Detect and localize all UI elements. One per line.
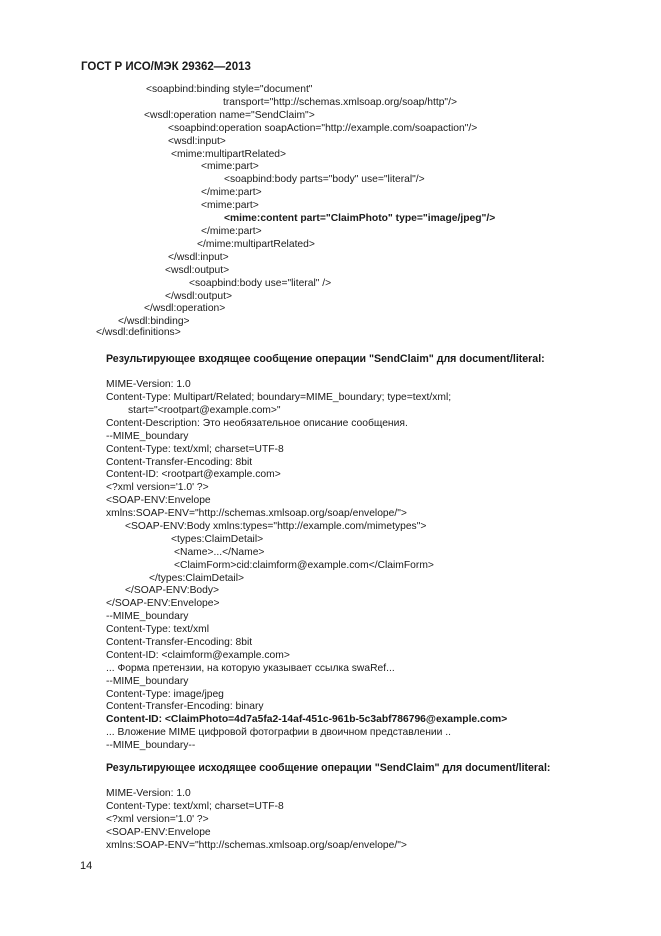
code-line: </SOAP-ENV:Envelope>	[106, 598, 220, 609]
code-line: MIME-Version: 1.0	[106, 379, 191, 390]
code-line: </mime:multipartRelated>	[197, 239, 315, 250]
code-line: Content-Type: text/xml	[106, 624, 210, 635]
code-line: <Name>...</Name>	[174, 547, 265, 558]
code-line: <SOAP-ENV:Envelope	[106, 827, 211, 838]
code-line: </wsdl:definitions>	[96, 327, 181, 338]
code-line: <mime:part>	[201, 161, 259, 172]
code-line: </wsdl:binding>	[118, 316, 190, 327]
section-heading: Результирующее исходящее сообщение операции "SendClaim" для document/literal:	[106, 762, 551, 774]
code-line: Content-ID: <rootpart@example.com>	[106, 469, 281, 480]
code-line: start="<rootpart@example.com>"	[128, 405, 281, 416]
code-line: ... Вложение MIME цифровой фотографии в двоичном представлении ..	[106, 727, 451, 738]
code-line: </wsdl:operation>	[144, 303, 226, 314]
code-line: --MIME_boundary	[106, 431, 189, 442]
code-line: Content-Type: Multipart/Related; boundary=MIME_boundary; type=text/xml;	[106, 392, 452, 403]
code-line: <SOAP-ENV:Body xmlns:types="http://example.com/mimetypes">	[125, 521, 427, 532]
code-line: Content-Type: text/xml; charset=UTF-8	[106, 444, 284, 455]
code-line: Content-Transfer-Encoding: 8bit	[106, 457, 253, 468]
code-line: Content-Transfer-Encoding: binary	[106, 701, 264, 712]
code-line: <mime:part>	[201, 200, 259, 211]
page-number: 14	[80, 860, 93, 872]
code-line: </types:ClaimDetail>	[149, 573, 244, 584]
code-line: <ClaimForm>cid:claimform@example.com</ClaimForm>	[174, 560, 434, 571]
code-line: </wsdl:input>	[168, 252, 229, 263]
code-line: <wsdl:operation name="SendClaim">	[144, 110, 315, 121]
code-line: ... Форма претензии, на которую указывает ссылка swaRef...	[106, 663, 395, 674]
code-line: </mime:part>	[201, 226, 262, 237]
code-line: --MIME_boundary	[106, 611, 189, 622]
code-line: <SOAP-ENV:Envelope	[106, 495, 211, 506]
code-line: <soapbind:operation soapAction="http://example.com/soapaction"/>	[168, 123, 478, 134]
code-line: <types:ClaimDetail>	[171, 534, 264, 545]
code-line: Content-Transfer-Encoding: 8bit	[106, 637, 253, 648]
code-line: <wsdl:input>	[168, 136, 226, 147]
code-line: </mime:part>	[201, 187, 262, 198]
code-line: Content-Type: image/jpeg	[106, 689, 224, 700]
code-line: <soapbind:body parts="body" use="literal"/>	[224, 174, 425, 185]
code-line: <wsdl:output>	[165, 265, 230, 276]
code-line: xmlns:SOAP-ENV="http://schemas.xmlsoap.org/soap/envelope/">	[106, 840, 407, 851]
code-line: Content-Description: Это необязательное описание сообщения.	[106, 418, 408, 429]
code-line: transport="http://schemas.xmlsoap.org/soap/http"/>	[223, 97, 457, 108]
code-line: Content-ID: <claimform@example.com>	[106, 650, 290, 661]
section-heading: Результирующее входящее сообщение операции "SendClaim" для document/literal:	[106, 353, 545, 365]
code-line: <mime:multipartRelated>	[171, 149, 287, 160]
code-line: <mime:content part="ClaimPhoto" type="image/jpeg"/>	[224, 213, 496, 224]
document-header: ГОСТ Р ИСО/МЭК 29362—2013	[81, 61, 251, 73]
code-line: <?xml version='1.0' ?>	[106, 814, 209, 825]
code-line: xmlns:SOAP-ENV="http://schemas.xmlsoap.org/soap/envelope/">	[106, 508, 407, 519]
code-line: </SOAP-ENV:Body>	[125, 585, 220, 596]
code-line: </wsdl:output>	[165, 291, 232, 302]
code-line: <soapbind:body use="literal" />	[189, 278, 332, 289]
code-line: <?xml version='1.0' ?>	[106, 482, 209, 493]
code-line: Content-ID: <ClaimPhoto=4d7a5fa2-14af-451c-961b-5c3abf786796@example.com>	[106, 714, 508, 725]
code-line: --MIME_boundary--	[106, 740, 196, 751]
code-line: MIME-Version: 1.0	[106, 788, 191, 799]
code-line: --MIME_boundary	[106, 676, 189, 687]
code-line: Content-Type: text/xml; charset=UTF-8	[106, 801, 284, 812]
code-line: <soapbind:binding style="document"	[146, 84, 313, 95]
